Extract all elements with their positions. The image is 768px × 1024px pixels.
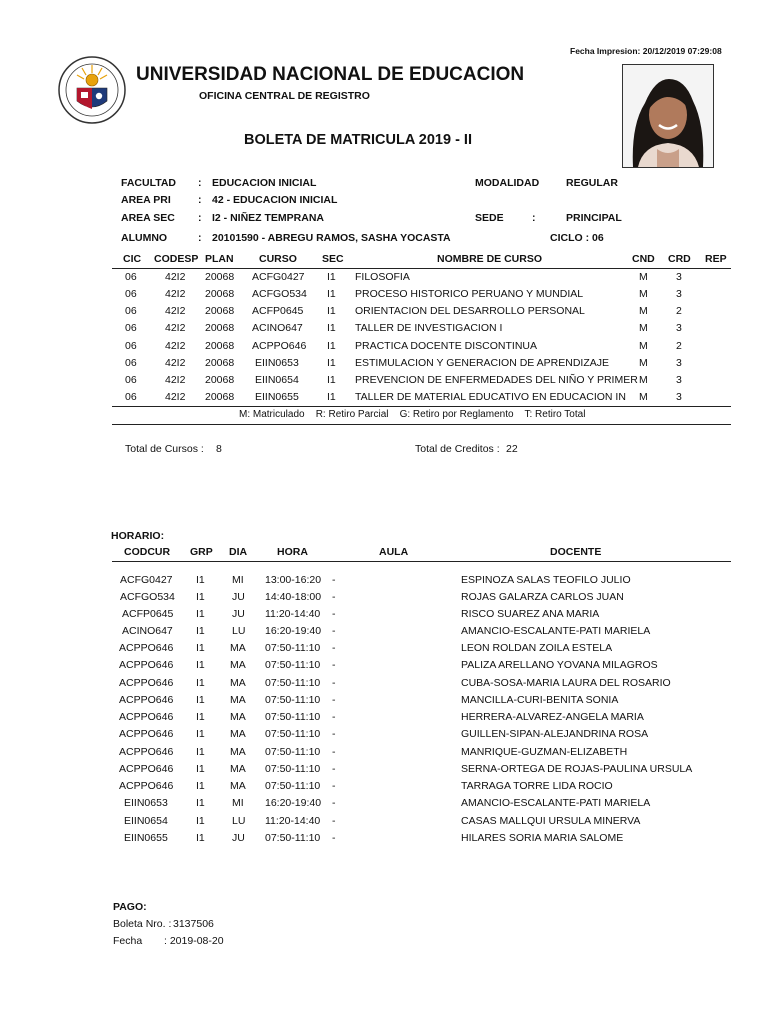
cell-dia: JU (232, 832, 245, 844)
cell-codcur: EIIN0653 (124, 797, 168, 809)
cell-nombre: ESTIMULACION Y GENERACION DE APRENDIZAJE (355, 357, 609, 369)
cell-docente: CASAS MALLQUI URSULA MINERVA (461, 815, 641, 827)
cell-curso: ACFGO534 (252, 288, 307, 300)
total-cursos-value: 8 (216, 443, 222, 455)
cell-codesp: 42I2 (165, 271, 186, 283)
table-row (0, 728, 768, 745)
cell-plan: 20068 (205, 374, 235, 386)
cell-aula: - (332, 780, 336, 792)
col-docente: DOCENTE (550, 546, 602, 558)
cell-nombre: PRACTICA DOCENTE DISCONTINUA (355, 340, 538, 352)
cell-cnd: M (639, 357, 648, 369)
cell-aula: - (332, 677, 336, 689)
cell-codesp: 42I2 (165, 357, 186, 369)
cell-grp: I1 (196, 642, 205, 654)
cell-codcur: ACFGO534 (120, 591, 175, 603)
cell-cic: 06 (125, 391, 137, 403)
cell-crd: 3 (676, 357, 682, 369)
table-row (0, 677, 768, 694)
table-row (0, 271, 768, 288)
cell-sec: I1 (327, 340, 336, 352)
total-creditos-label: Total de Creditos : (415, 443, 500, 455)
cell-crd: 3 (676, 322, 682, 334)
cell-curso: EIIN0654 (255, 374, 299, 386)
cell-docente: ESPINOZA SALAS TEOFILO JULIO (461, 574, 631, 586)
cell-hora: 07:50-11:10 (265, 694, 321, 706)
cell-cic: 06 (125, 374, 137, 386)
cell-grp: I1 (196, 815, 205, 827)
cell-grp: I1 (196, 797, 205, 809)
cell-crd: 3 (676, 288, 682, 300)
area-pri-label: AREA PRI (121, 194, 171, 206)
cell-aula: - (332, 608, 336, 620)
cell-cic: 06 (125, 305, 137, 317)
cell-cnd: M (639, 391, 648, 403)
cell-sec: I1 (327, 322, 336, 334)
cell-crd: 3 (676, 374, 682, 386)
cell-cic: 06 (125, 322, 137, 334)
cell-sec: I1 (327, 374, 336, 386)
col-crd: CRD (668, 253, 691, 265)
sede-value: PRINCIPAL (566, 212, 622, 224)
cell-dia: MA (230, 642, 246, 654)
cell-docente: AMANCIO-ESCALANTE-PATI MARIELA (461, 797, 651, 809)
cell-docente: HERRERA-ALVAREZ-ANGELA MARIA (461, 711, 644, 723)
cell-grp: I1 (196, 746, 205, 758)
cell-codcur: ACPPO646 (119, 694, 174, 706)
fecha-label: Fecha (113, 935, 143, 947)
table-row (0, 374, 768, 391)
modalidad-value: REGULAR (566, 177, 618, 189)
cell-codesp: 42I2 (165, 288, 186, 300)
cell-docente: TARRAGA TORRE LIDA ROCIO (461, 780, 613, 792)
cell-curso: ACFG0427 (252, 271, 305, 283)
cell-hora: 07:50-11:10 (265, 832, 321, 844)
cell-grp: I1 (196, 608, 205, 620)
cell-cnd: M (639, 322, 648, 334)
alumno-value: 20101590 - ABREGU RAMOS, SASHA YOCASTA (212, 232, 451, 244)
divider (112, 424, 731, 425)
cell-curso: EIIN0655 (255, 391, 299, 403)
cell-codcur: ACPPO646 (119, 763, 174, 775)
cell-aula: - (332, 832, 336, 844)
cell-hora: 07:50-11:10 (265, 642, 321, 654)
cell-plan: 20068 (205, 288, 235, 300)
cell-codcur: EIIN0654 (124, 815, 168, 827)
cell-hora: 07:50-11:10 (265, 728, 321, 740)
cell-hora: 11:20-14:40 (265, 815, 321, 827)
cell-codcur: ACFP0645 (122, 608, 174, 620)
cell-plan: 20068 (205, 391, 235, 403)
col-sec: SEC (322, 253, 344, 265)
col-nombre: NOMBRE DE CURSO (437, 253, 543, 265)
cell-dia: MA (230, 763, 246, 775)
cell-sec: I1 (327, 288, 336, 300)
col-curso: CURSO (259, 253, 297, 265)
cell-aula: - (332, 815, 336, 827)
cell-grp: I1 (196, 625, 205, 637)
cell-aula: - (332, 659, 336, 671)
cell-sec: I1 (327, 391, 336, 403)
cell-docente: PALIZA ARELLANO YOVANA MILAGROS (461, 659, 658, 671)
col-plan: PLAN (205, 253, 234, 265)
fecha-value: : 2019-08-20 (164, 935, 224, 947)
cell-docente: LEON ROLDAN ZOILA ESTELA (461, 642, 613, 654)
cell-dia: MA (230, 677, 246, 689)
cell-aula: - (332, 574, 336, 586)
cell-plan: 20068 (205, 322, 235, 334)
cell-docente: ROJAS GALARZA CARLOS JUAN (461, 591, 624, 603)
cell-plan: 20068 (205, 305, 235, 317)
total-cursos-label: Total de Cursos : (125, 443, 204, 455)
ciclo: CICLO : 06 (550, 232, 604, 244)
cell-crd: 3 (676, 391, 682, 403)
cell-crd: 3 (676, 271, 682, 283)
table-row (0, 832, 768, 849)
col-cic: CIC (123, 253, 142, 265)
cell-hora: 07:50-11:10 (265, 711, 321, 723)
divider (112, 406, 731, 407)
cell-docente: SERNA-ORTEGA DE ROJAS-PAULINA URSULA (461, 763, 693, 775)
col-codcur: CODCUR (124, 546, 171, 558)
colon: : (532, 212, 536, 224)
cell-nombre: PROCESO HISTORICO PERUANO Y MUNDIAL (355, 288, 584, 300)
table-row (0, 574, 768, 591)
cell-codesp: 42I2 (165, 340, 186, 352)
cell-cnd: M (639, 374, 648, 386)
horario-title: HORARIO: (111, 530, 165, 542)
cell-codcur: ACPPO646 (119, 728, 174, 740)
cell-codcur: ACPPO646 (119, 780, 174, 792)
university-name: UNIVERSIDAD NACIONAL DE EDUCACION (136, 64, 525, 85)
cell-grp: I1 (196, 728, 205, 740)
cell-nombre: FILOSOFIA (355, 271, 410, 283)
cell-hora: 11:20-14:40 (265, 608, 321, 620)
cell-hora: 07:50-11:10 (265, 780, 321, 792)
cell-codcur: ACPPO646 (119, 711, 174, 723)
cell-grp: I1 (196, 711, 205, 723)
facultad-value: EDUCACION INICIAL (212, 177, 317, 189)
col-dia: DIA (229, 546, 248, 558)
divider (112, 561, 731, 562)
table-row (0, 305, 768, 322)
boleta-value: 3137506 (173, 918, 214, 930)
cell-docente: GUILLEN-SIPAN-ALEJANDRINA ROSA (461, 728, 649, 740)
facultad-label: FACULTAD (121, 177, 177, 189)
cell-dia: JU (232, 608, 245, 620)
cell-codcur: EIIN0655 (124, 832, 168, 844)
area-sec-value: I2 - NIÑEZ TEMPRANA (212, 212, 325, 224)
cell-dia: LU (232, 625, 246, 637)
status-legend: M: Matriculado R: Retiro Parcial G: Retiro por Reglamento T: Retiro Total (239, 409, 586, 420)
boleta-label: Boleta Nro. : (113, 918, 172, 930)
office-name: OFICINA CENTRAL DE REGISTRO (199, 90, 370, 102)
cell-codcur: ACPPO646 (119, 746, 174, 758)
cell-dia: MI (232, 574, 244, 586)
table-row (0, 591, 768, 608)
cell-aula: - (332, 591, 336, 603)
alumno-label: ALUMNO (121, 232, 168, 244)
cell-grp: I1 (196, 780, 205, 792)
area-pri-value: 42 - EDUCACION INICIAL (212, 194, 338, 206)
cell-aula: - (332, 711, 336, 723)
col-grp: GRP (190, 546, 213, 558)
table-row (0, 625, 768, 642)
cell-cic: 06 (125, 340, 137, 352)
colon: : (198, 232, 202, 244)
cell-crd: 2 (676, 340, 682, 352)
cell-nombre: TALLER DE INVESTIGACION I (355, 322, 503, 334)
cell-grp: I1 (196, 832, 205, 844)
cell-plan: 20068 (205, 357, 235, 369)
cell-codcur: ACFG0427 (120, 574, 173, 586)
cell-grp: I1 (196, 659, 205, 671)
colon: : (198, 212, 202, 224)
cell-grp: I1 (196, 574, 205, 586)
cell-sec: I1 (327, 271, 336, 283)
cell-dia: MA (230, 659, 246, 671)
cell-hora: 07:50-11:10 (265, 763, 321, 775)
table-row (0, 746, 768, 763)
cell-dia: LU (232, 815, 246, 827)
cell-cic: 06 (125, 288, 137, 300)
col-codesp: CODESP (154, 253, 199, 265)
table-row (0, 357, 768, 374)
cell-cic: 06 (125, 271, 137, 283)
cell-hora: 07:50-11:10 (265, 659, 321, 671)
cell-dia: MA (230, 780, 246, 792)
document-title: BOLETA DE MATRICULA 2019 - II (244, 132, 472, 148)
table-row (0, 288, 768, 305)
table-row (0, 763, 768, 780)
cell-aula: - (332, 746, 336, 758)
col-hora: HORA (277, 546, 308, 558)
table-row (0, 322, 768, 339)
cell-grp: I1 (196, 763, 205, 775)
cell-aula: - (332, 642, 336, 654)
university-seal-logo (57, 43, 127, 137)
cell-plan: 20068 (205, 271, 235, 283)
cell-dia: MI (232, 797, 244, 809)
cell-cnd: M (639, 340, 648, 352)
table-row (0, 780, 768, 797)
col-rep: REP (705, 253, 727, 265)
cell-curso: ACFP0645 (252, 305, 304, 317)
cell-curso: ACINO647 (252, 322, 303, 334)
cell-codesp: 42I2 (165, 322, 186, 334)
cell-cnd: M (639, 271, 648, 283)
cell-sec: I1 (327, 305, 336, 317)
cell-nombre: PREVENCION DE ENFERMEDADES DEL NIÑO Y PRIMER (355, 374, 638, 386)
cell-cnd: M (639, 288, 648, 300)
table-row (0, 815, 768, 832)
table-row (0, 711, 768, 728)
cell-docente: CUBA-SOSA-MARIA LAURA DEL ROSARIO (461, 677, 671, 689)
cell-dia: MA (230, 694, 246, 706)
cell-docente: HILARES SORIA MARIA SALOME (461, 832, 624, 844)
cell-dia: MA (230, 711, 246, 723)
table-row (0, 340, 768, 357)
modalidad-label: MODALIDAD (475, 177, 540, 189)
cell-dia: MA (230, 746, 246, 758)
cell-sec: I1 (327, 357, 336, 369)
cell-docente: AMANCIO-ESCALANTE-PATI MARIELA (461, 625, 651, 637)
pago-title: PAGO: (113, 901, 147, 913)
cell-cnd: M (639, 305, 648, 317)
cell-dia: MA (230, 728, 246, 740)
cell-docente: MANRIQUE-GUZMAN-ELIZABETH (461, 746, 628, 758)
cell-grp: I1 (196, 694, 205, 706)
cell-codcur: ACPPO646 (119, 659, 174, 671)
cell-plan: 20068 (205, 340, 235, 352)
cell-codesp: 42I2 (165, 391, 186, 403)
cell-aula: - (332, 763, 336, 775)
cell-hora: 07:50-11:10 (265, 677, 321, 689)
table-row (0, 797, 768, 814)
cell-hora: 13:00-16:20 (265, 574, 322, 586)
cell-curso: EIIN0653 (255, 357, 299, 369)
table-row (0, 608, 768, 625)
cell-nombre: TALLER DE MATERIAL EDUCATIVO EN EDUCACION IN (355, 391, 626, 403)
cell-grp: I1 (196, 591, 205, 603)
cell-codesp: 42I2 (165, 374, 186, 386)
student-photo (622, 64, 714, 168)
cell-curso: ACPPO646 (252, 340, 307, 352)
cell-dia: JU (232, 591, 245, 603)
cell-grp: I1 (196, 677, 205, 689)
cell-cic: 06 (125, 357, 137, 369)
table-row (0, 659, 768, 676)
cell-nombre: ORIENTACION DEL DESARROLLO PERSONAL (355, 305, 585, 317)
print-date: Fecha Impresion: 20/12/2019 07:29:08 (570, 46, 722, 56)
area-sec-label: AREA SEC (121, 212, 175, 224)
cell-codcur: ACPPO646 (119, 677, 174, 689)
col-aula: AULA (379, 546, 409, 558)
cell-aula: - (332, 797, 336, 809)
cell-hora: 07:50-11:10 (265, 746, 321, 758)
cell-aula: - (332, 694, 336, 706)
colon: : (198, 177, 202, 189)
cell-hora: 14:40-18:00 (265, 591, 322, 603)
cell-hora: 16:20-19:40 (265, 625, 322, 637)
divider (112, 268, 731, 269)
cell-codcur: ACINO647 (122, 625, 173, 637)
total-creditos-value: 22 (506, 443, 518, 455)
cell-aula: - (332, 625, 336, 637)
cell-codcur: ACPPO646 (119, 642, 174, 654)
table-row (0, 642, 768, 659)
cell-codesp: 42I2 (165, 305, 186, 317)
cell-aula: - (332, 728, 336, 740)
cell-hora: 16:20-19:40 (265, 797, 322, 809)
table-row (0, 694, 768, 711)
cell-docente: MANCILLA-CURI-BENITA SONIA (461, 694, 619, 706)
sede-label: SEDE (475, 212, 504, 224)
colon: : (198, 194, 202, 206)
cell-crd: 2 (676, 305, 682, 317)
col-cnd: CND (632, 253, 655, 265)
cell-docente: RISCO SUAREZ ANA MARIA (461, 608, 600, 620)
